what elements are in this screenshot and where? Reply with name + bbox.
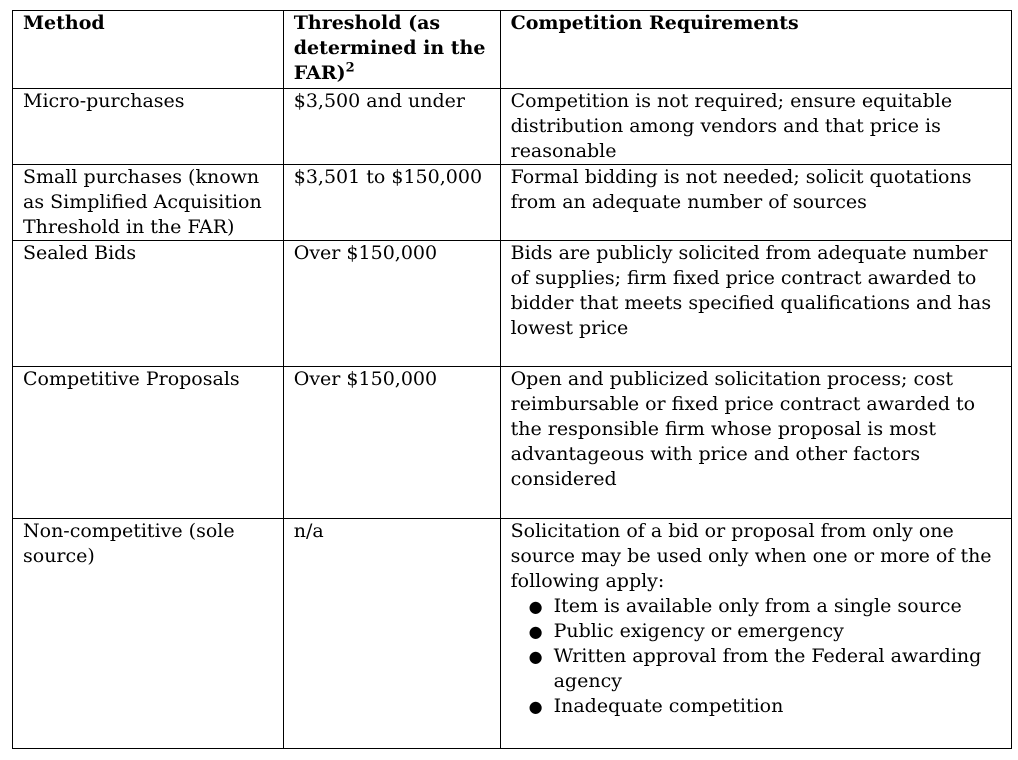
threshold-text: $3,500 and under: [293, 90, 466, 112]
cell-threshold: [283, 89, 500, 165]
cell-method: [13, 519, 284, 749]
header-requirements-label: Competition Requirements: [510, 12, 799, 34]
method-text: Micro-purchases: [23, 90, 185, 112]
header-threshold: [283, 11, 500, 89]
cell-threshold: [283, 241, 500, 367]
list-item-text: Item is available only from a single source: [553, 595, 962, 617]
bullet-icon: ●: [528, 647, 543, 666]
threshold-text: Over $150,000: [293, 368, 438, 390]
sole-source-criteria-list: [511, 594, 1001, 719]
method-text: Competitive Proposals: [23, 368, 240, 390]
cell-method: [13, 165, 284, 241]
cell-threshold: [283, 165, 500, 241]
cell-method: [13, 241, 284, 367]
cell-requirements: [500, 367, 1011, 519]
cell-requirements: [500, 241, 1011, 367]
threshold-text: $3,501 to $150,000: [293, 166, 483, 188]
list-item: [528, 619, 1001, 644]
requirements-text: Open and publicized solicitation process; cost reimbursable or fixed price contract awarded to the responsible firm whose proposal is most advantageous with price and other factors considered: [510, 368, 976, 490]
method-text: Sealed Bids: [23, 242, 137, 264]
list-item: [528, 594, 1001, 619]
header-threshold-label: Threshold (as determined in the FAR): [293, 12, 486, 84]
bullet-icon: ●: [528, 597, 543, 616]
cell-requirements: [500, 519, 1011, 749]
bullet-icon: ●: [528, 622, 543, 641]
table-row: [13, 367, 1012, 519]
procurement-methods-table: [12, 10, 1012, 749]
method-text: Small purchases (known as Simplified Acquisition Threshold in the FAR): [23, 166, 262, 238]
list-item-text: Public exigency or emergency: [553, 620, 844, 642]
method-text: Non-competitive (sole source): [23, 520, 235, 567]
list-item: [528, 644, 1001, 694]
table-row: [13, 89, 1012, 165]
table-row: [13, 519, 1012, 749]
requirements-text: Solicitation of a bid or proposal from only one source may be used only when one or more of the following apply:: [510, 520, 992, 592]
header-method: [13, 11, 284, 89]
requirements-text: Formal bidding is not needed; solicit quotations from an adequate number of sources: [510, 166, 972, 213]
table-row: [13, 165, 1012, 241]
list-item-text: Inadequate competition: [553, 695, 784, 717]
header-method-label: Method: [23, 12, 105, 34]
cell-method: [13, 367, 284, 519]
table-row: [13, 241, 1012, 367]
footnote-marker: 2: [345, 60, 355, 76]
requirements-text: Competition is not required; ensure equitable distribution among vendors and that price is reasonable: [510, 90, 953, 162]
cell-threshold: [283, 367, 500, 519]
list-item-text: Written approval from the Federal awarding agency: [553, 645, 982, 692]
threshold-text: n/a: [293, 520, 324, 542]
bullet-icon: ●: [528, 697, 543, 716]
cell-requirements: [500, 165, 1011, 241]
cell-threshold: [283, 519, 500, 749]
cell-method: [13, 89, 284, 165]
header-requirements: [500, 11, 1011, 89]
list-item: [528, 694, 1001, 719]
requirements-text: Bids are publicly solicited from adequate number of supplies; firm fixed price contract awarded to bidder that meets specified qualifications and has lowest price: [510, 242, 992, 339]
table-header-row: [13, 11, 1012, 89]
threshold-text: Over $150,000: [293, 242, 438, 264]
cell-requirements: [500, 89, 1011, 165]
